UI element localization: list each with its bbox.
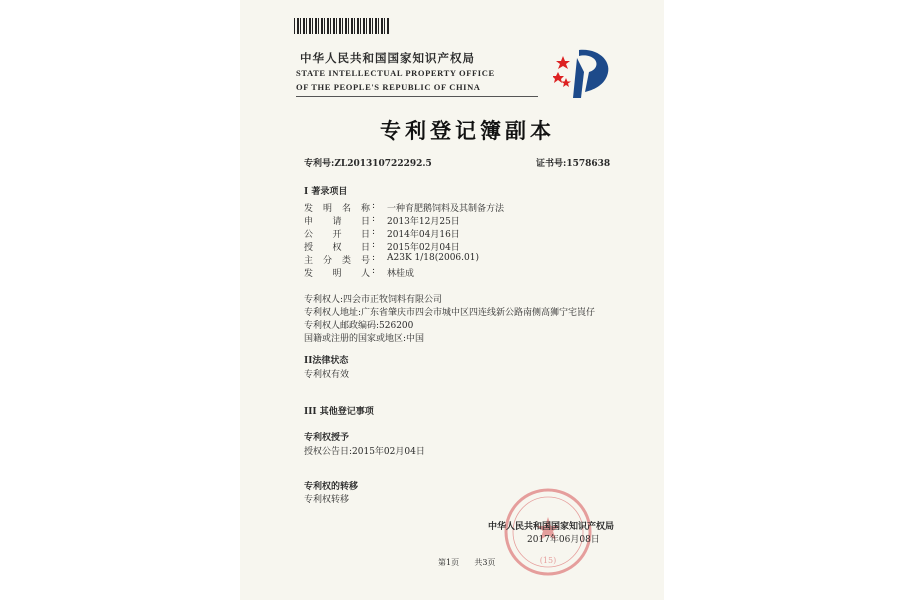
field-value-grant-date: 2015年02月04日: [387, 243, 460, 253]
grant-heading: 专利权授予: [304, 433, 350, 443]
field-label-classification: 主分类号: [304, 256, 370, 266]
field-label-grant-date: 授权日: [304, 243, 370, 253]
field-label-filing-date: 申请日: [304, 217, 370, 227]
field-label-inventor: 发明人: [304, 269, 370, 279]
patentee-name: 专利权人:四会市正牧饲料有限公司: [304, 295, 443, 305]
document-title: 专利登记簿副本: [380, 118, 555, 143]
field-value-classification: A23K 1/18(2006.01): [387, 253, 479, 263]
sipo-logo-icon: [553, 42, 613, 102]
page-indicator: 第1页 共3页: [438, 558, 496, 567]
issuer-signature: 中华人民共和国国家知识产权局: [488, 522, 615, 532]
issuer-name-en-line1: STATE INTELLECTUAL PROPERTY OFFICE: [296, 68, 495, 78]
patentee-postcode: 专利权人邮政编码:526200: [304, 321, 414, 331]
field-label-title: 发明名称: [304, 204, 370, 214]
field-value-filing-date: 2013年12月25日: [387, 217, 460, 227]
issuer-name-en-line2: OF THE PEOPLE'S REPUBLIC OF CHINA: [296, 82, 481, 92]
barcode: [294, 18, 390, 34]
header-divider: [296, 96, 538, 97]
field-value-inventor: 林桂成: [387, 269, 415, 279]
issuer-name-cn: 中华人民共和国国家知识产权局: [300, 51, 475, 65]
transfer-heading: 专利权的转移: [304, 482, 359, 492]
field-value-publication-date: 2014年04月16日: [387, 230, 460, 240]
seal-number: (15): [539, 556, 557, 565]
grant-announcement-date: 授权公告日:2015年02月04日: [304, 447, 425, 457]
transfer-text: 专利权转移: [304, 495, 350, 505]
patentee-country: 国籍或注册的国家或地区:中国: [304, 334, 425, 344]
section-3-heading: III 其他登记事项: [304, 407, 374, 417]
section-2-heading: II法律状态: [304, 356, 349, 366]
field-value-title: 一种育肥鹅饲料及其制备方法: [387, 204, 505, 214]
patent-number: 专利号:ZL201310722292.5: [304, 159, 432, 169]
patentee-address: 专利权人地址:广东省肇庆市四会市城中区四连线新公路南侧高狮宁宅崀仔: [304, 308, 596, 318]
issue-date: 2017年06月08日: [527, 535, 600, 545]
field-label-publication-date: 公开日: [304, 230, 370, 240]
legal-status-text: 专利权有效: [304, 370, 350, 380]
certificate-number: 证书号:1578638: [536, 159, 611, 169]
section-1-heading: I 著录项目: [304, 187, 348, 197]
